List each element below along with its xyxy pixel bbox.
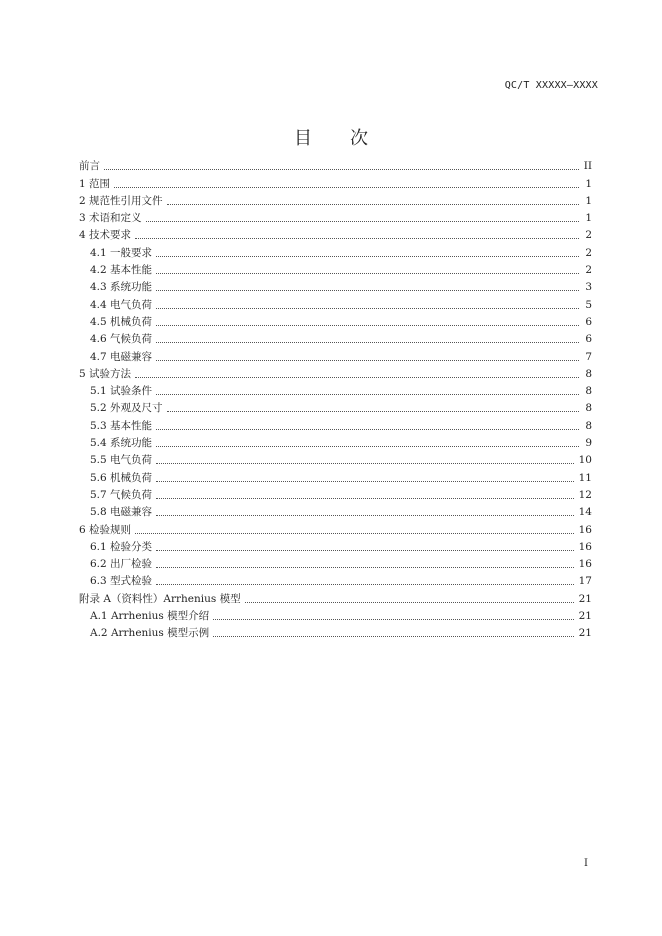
toc-dot-leader [156, 550, 574, 551]
toc-entry[interactable] [79, 208, 592, 225]
toc-dot-leader [156, 515, 574, 516]
toc-entry-page: 3 [585, 281, 592, 294]
toc-entry[interactable] [79, 571, 592, 588]
toc-entry-page: 8 [585, 367, 592, 380]
toc-entry[interactable] [79, 381, 592, 398]
toc-title: 目次 [294, 128, 406, 149]
toc-dot-leader [156, 481, 574, 482]
toc-entry-label: 4.4 电气负荷 [90, 298, 153, 311]
toc-entry-page: 11 [578, 471, 592, 484]
toc-entry-page: II [583, 160, 592, 173]
toc-entry[interactable] [79, 260, 592, 277]
toc-dot-leader [156, 567, 574, 568]
toc-dot-leader [135, 377, 579, 378]
toc-entry-page: 21 [578, 627, 592, 640]
toc-entry-label: 6 检验规则 [79, 523, 132, 536]
toc-entry[interactable] [79, 398, 592, 415]
toc-dot-leader [156, 290, 579, 291]
toc-entry-label: A.1 Arrhenius 模型介绍 [90, 610, 210, 623]
toc-entry-page: 12 [578, 488, 592, 501]
table-of-contents [79, 156, 592, 640]
toc-entry-page: 2 [585, 229, 592, 242]
toc-entry-label: 4.7 电磁兼容 [90, 350, 153, 363]
toc-entry[interactable] [79, 364, 592, 381]
toc-dot-leader [104, 169, 579, 170]
toc-entry[interactable] [79, 156, 592, 173]
toc-entry[interactable] [79, 294, 592, 311]
toc-entry[interactable] [79, 537, 592, 554]
toc-dot-leader [156, 429, 579, 430]
toc-dot-leader [156, 256, 579, 257]
toc-dot-leader [213, 619, 573, 620]
toc-entry-label: 5.5 电气负荷 [90, 454, 153, 467]
toc-entry[interactable] [79, 485, 592, 502]
toc-entry-label: 4.3 系统功能 [90, 281, 153, 294]
toc-entry-page: 16 [578, 558, 592, 571]
toc-entry[interactable] [79, 225, 592, 242]
toc-entry[interactable] [79, 554, 592, 571]
toc-entry-page: 1 [585, 194, 592, 207]
toc-entry-page: 16 [578, 540, 592, 553]
toc-entry[interactable] [79, 346, 592, 363]
toc-entry-label: A.2 Arrhenius 模型示例 [90, 627, 210, 640]
toc-dot-leader [167, 204, 579, 205]
toc-entry-label: 附录 A（资料性）Arrhenius 模型 [79, 592, 241, 605]
toc-entry[interactable] [79, 588, 592, 605]
toc-entry-label: 5.3 基本性能 [90, 419, 153, 432]
toc-entry[interactable] [79, 519, 592, 536]
toc-entry[interactable] [79, 191, 592, 208]
toc-entry-label: 1 范围 [79, 177, 111, 190]
toc-entry-label: 6.2 出厂检验 [90, 558, 153, 571]
toc-entry[interactable] [79, 329, 592, 346]
toc-entry[interactable] [79, 623, 592, 640]
toc-dot-leader [156, 463, 574, 464]
toc-entry-label: 4.1 一般要求 [90, 246, 153, 259]
toc-entry-label: 6.3 型式检验 [90, 575, 153, 588]
toc-entry-page: 6 [585, 333, 592, 346]
toc-dot-leader [156, 273, 579, 274]
toc-entry[interactable] [79, 450, 592, 467]
toc-entry-label: 4.5 机械负荷 [90, 315, 153, 328]
toc-entry[interactable] [79, 433, 592, 450]
toc-entry-label: 5.4 系统功能 [90, 437, 153, 450]
toc-entry-page: 2 [585, 264, 592, 277]
toc-dot-leader [156, 308, 579, 309]
toc-entry-label: 6.1 检验分类 [90, 540, 153, 553]
toc-dot-leader [167, 411, 579, 412]
toc-dot-leader [114, 187, 579, 188]
toc-entry-page: 9 [585, 437, 592, 450]
toc-entry-page: 14 [578, 506, 592, 519]
toc-entry-label: 前言 [79, 160, 100, 173]
toc-dot-leader [245, 602, 574, 603]
toc-entry-page: 8 [585, 385, 592, 398]
toc-entry-page: 10 [578, 454, 592, 467]
toc-entry[interactable] [79, 606, 592, 623]
toc-dot-leader [156, 584, 574, 585]
toc-entry-label: 2 规范性引用文件 [79, 194, 163, 207]
toc-dot-leader [156, 325, 579, 326]
toc-dot-leader [156, 342, 579, 343]
toc-entry-page: 21 [578, 610, 592, 623]
toc-entry[interactable] [79, 242, 592, 259]
toc-entry-page: 7 [585, 350, 592, 363]
toc-dot-leader [135, 238, 579, 239]
toc-entry-label: 5.7 气候负荷 [90, 488, 153, 501]
toc-entry-page: 17 [578, 575, 592, 588]
toc-entry-page: 8 [585, 419, 592, 432]
toc-dot-leader [146, 221, 579, 222]
toc-entry-page: 8 [585, 402, 592, 415]
toc-entry-label: 5.2 外观及尺寸 [90, 402, 163, 415]
toc-entry[interactable] [79, 415, 592, 432]
toc-dot-leader [156, 498, 574, 499]
toc-entry-page: 1 [585, 177, 592, 190]
toc-entry-page: 1 [585, 212, 592, 225]
toc-entry-page: 16 [578, 523, 592, 536]
toc-entry-label: 5.6 机械负荷 [90, 471, 153, 484]
toc-entry-page: 2 [585, 246, 592, 259]
page-number: I [584, 858, 588, 869]
toc-entry[interactable] [79, 467, 592, 484]
document-code: QC/T XXXXX—XXXX [504, 80, 598, 91]
toc-entry-label: 4.6 气候负荷 [90, 333, 153, 346]
toc-entry-page: 21 [578, 592, 592, 605]
toc-entry-label: 5 试验方法 [79, 367, 132, 380]
toc-entry-label: 4.2 基本性能 [90, 264, 153, 277]
toc-dot-leader [213, 636, 573, 637]
toc-entry[interactable] [79, 502, 592, 519]
toc-entry-label: 4 技术要求 [79, 229, 132, 242]
toc-entry[interactable] [79, 312, 592, 329]
toc-entry-label: 5.1 试验条件 [90, 385, 153, 398]
toc-entry[interactable] [79, 173, 592, 190]
toc-entry-page: 5 [585, 298, 592, 311]
toc-dot-leader [156, 394, 579, 395]
toc-dot-leader [156, 446, 579, 447]
toc-entry-label: 5.8 电磁兼容 [90, 506, 153, 519]
toc-dot-leader [156, 360, 579, 361]
toc-dot-leader [135, 533, 574, 534]
toc-entry-label: 3 术语和定义 [79, 212, 142, 225]
toc-entry-page: 6 [585, 315, 592, 328]
toc-entry[interactable] [79, 277, 592, 294]
